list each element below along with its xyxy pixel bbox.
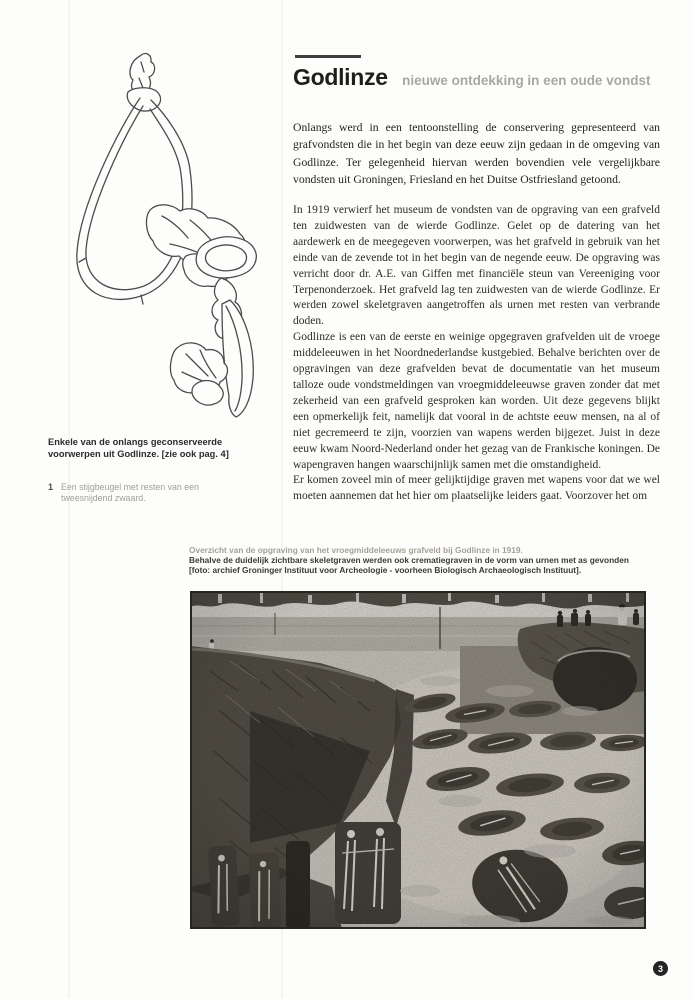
photo-caption-line1: Overzicht van de opgraving van het vroegmiddeleeuws grafveld bij Godlinze in 1919. [189,545,523,555]
excavation-photo [190,591,646,929]
excavation-photo-image [190,591,646,929]
sword-ring-pommel [196,237,256,278]
figure-caption-item [48,482,255,505]
artifact-line-drawing [40,48,270,433]
figure-item-text: Een stijgbeugel met resten van een tweesnijdend zwaard. [61,481,199,504]
sword-blade [170,278,253,417]
figure-caption [48,436,255,505]
stirrup-and-sword-drawing [40,48,270,433]
body-paragraph-3: Er komen zoveel min of meer gelijktijdige graven met wapens voor dat we wel moeten aannemen dat het hier om plaatselijke leiders gaat. Voorzover het om [293,474,660,503]
article-body [293,203,660,505]
page-subtitle: nieuwe ontdekking in een oude vondst [402,73,651,88]
photo-caption-credit: [foto: archief Groninger Instituut voor Archeologie - voorheen Biologisch Archaeologisch Instituut]. [189,564,582,575]
stirrup-knob [127,54,160,112]
body-paragraph-1: In 1919 verwierf het museum de vondsten van de opgraving van een grafveld ten zuidwesten van de wierde Godlinze. Gelet op de datering van het aardewerk en de meegegeven voorwerpen, was het grafveld in gebruik van het einde van de zevende tot in het begin van de negende eeuw. De opgraving was verricht door dr. A.E. van Giffen met financiële steun van Vereeniging voor Terpenonderzoek. Het grafveld lag ten zuidwesten van de wierde Godlinze. Er werden zowel skeletgraven aangetroffen als urnen met resten van verbrande doden. [293,204,660,328]
title-rule [295,55,361,58]
figure-item-number: 1 [48,481,54,492]
stirrup-loop [77,98,192,304]
photo-caption-line2: Behalve de duidelijk zichtbare skeletgraven werden ook crematiegraven in de vorm van urnen met as gevonden [189,554,629,565]
figure-caption-heading: Enkele van de onlangs geconserveerde voorwerpen uit Godlinze. [zie ook pag. 4] [48,437,229,460]
body-paragraph-2: Godlinze is een van de eerste en weinige opgegraven grafvelden uit de vroege middeleeuwen in het Noordnederlandse kustgebied. Behalve berichten over de opgravingen van deze grafvelden bevat de documentatie van het museum talloze oude vondstmeldingen van vroegmiddeleeuwse graven zonder dat met zekerheid van een grafveld gesproken kan worden. Uit deze gegevens blijkt een opmerkelijk feit, namelijk dat vooral in de achtste eeuw mensen, na al of niet gecremeerd te zijn, voorzien van wapens werden bijgezet. Juist in deze eeuw kwam Noord-Nederland onder het gezag van de Frankische koningen. De wapengraven hangen waarschijnlijk samen met die omstandigheid. [293,331,660,471]
page-title: Godlinze [293,64,388,90]
article-header [293,64,673,91]
intro-paragraph: Onlangs werd in een tentoonstelling de conservering gepresenteerd van grafvondsten die in het begin van deze eeuw zijn gedaan in de omgeving van Godlinze. Ter gelegenheid hiervan werden bovendien vele vergelijkbare vondsten uit Groningen, Friesland en het Duitse Ostfriesland getoond. [293,121,660,187]
vignette [190,591,646,929]
page-number-badge: 3 [653,961,668,976]
photo-caption [189,546,654,575]
